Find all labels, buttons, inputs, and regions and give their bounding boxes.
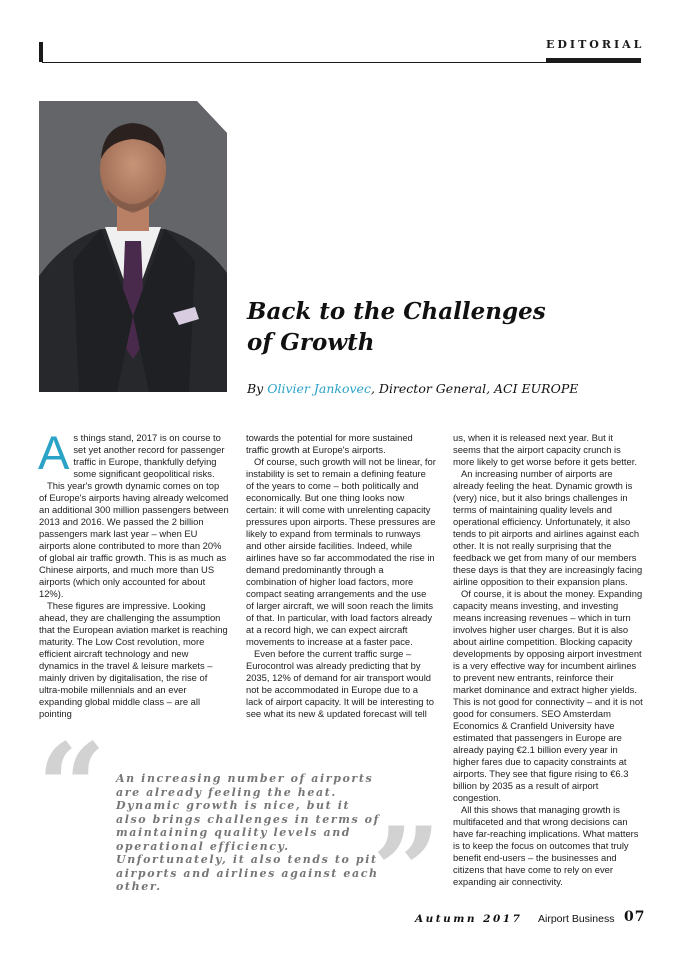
- byline-suffix: , Director General, ACI EUROPE: [370, 381, 579, 396]
- close-quote-icon: ”: [372, 801, 442, 942]
- pull-quote: An increasing number of airports are already feeling the heat. Dynamic growth is nice, but it also brings challenges in terms of maintaining quality levels and operational efficiency. Unfortunately, it also tends to pit airports and airlines against each other.: [116, 772, 380, 893]
- byline-prefix: By: [247, 381, 268, 396]
- paragraph-text: s things stand, 2017 is on course to set yet another record for passenger traffic in Europe, thankfully defying some significant geopolitical risks.: [73, 432, 225, 479]
- body-column-3: [453, 432, 643, 888]
- author-name: Olivier Jankovec: [267, 381, 371, 396]
- paragraph: towards the potential for more sustained traffic growth at Europe's airports.: [246, 432, 413, 455]
- header-corner-mark: [39, 42, 43, 62]
- footer-magazine-name: Airport Business: [538, 913, 615, 925]
- paragraph: All this shows that managing growth is multifaceted and that wrong decisions can have far-reaching implications. What matters is to keep the focus on outcomes that truly benefit end-users – the businesses and citizens that have come to rely on ever expanding air connectivity.: [453, 804, 639, 887]
- body-column-1: [38, 426, 229, 720]
- author-portrait: [39, 101, 227, 392]
- portrait-photo-icon: [39, 101, 227, 392]
- paragraph: Even before the current traffic surge – Eurocontrol was already predicting that by 2035, 12% of demand for air transport would not be accommodated in Europe due to a lack of airport capacity. It will be interesting to see what its new & updated forecast will tell: [246, 648, 434, 719]
- title-line-2: of Growth: [247, 329, 375, 356]
- paragraph: Of course, it is about the money. Expanding capacity means investing, and investing means increasing revenues – which in turn involves higher user charges. But it is also about airline competition. Blocking capacity developments by opposing airport investment is a very effective way for incumbent airlines to prevent new entrants, reinforce their market dominance and extract higher yields. This is not good for connectivity – and it is not good for consumers. SEO Amsterdam Economics & Cranfield University have estimated that passengers in Europe are already paying €2.1 billion every year in higher fares due to capacity constraints at airports. They see that figure rising to €6.3 billion by 2035 as a result of airport congestion.: [453, 588, 643, 803]
- drop-cap: A: [38, 426, 70, 479]
- paragraph: us, when it is released next year. But it seems that the airport capacity crunch is more likely to get worse before it gets better.: [453, 432, 637, 467]
- paragraph: [38, 426, 229, 480]
- footer-issue: Autumn 2017: [415, 913, 523, 925]
- header-accent-bar: [546, 58, 641, 63]
- page-number: 07: [624, 909, 646, 925]
- paragraph: This year's growth dynamic comes on top of Europe's airports having already welcomed an additional 300 million passengers between 2013 and 2016. We passed the 2 billion passengers mark last year – when EU airports alone contributed to more than 20% of global air traffic growth. This is as much as Chinese airports, and much more than US airports (which only accounted for about 12%).: [39, 480, 229, 599]
- paragraph: These figures are impressive. Looking ahead, they are challenging the assumption that the European aviation market is reaching maturity. The Low Cost revolution, more efficient aircraft technology and new dynamics in the travel & leisure markets – mainly driven by digitalisation, the rise of ultra-mobile millennials and an ever expanding global middle class – are all pointing: [39, 600, 228, 719]
- paragraph: Of course, such growth will not be linear, for instability is set to remain a defining feature of the years to come – both politically and economically. But one thing looks now certain: it will come with unrelenting capacity pressures upon airports. These pressures are likely to expand from terminals to runways and other airside facilities. Indeed, while airlines have so far accommodated the rise in demand predominantly through a combination of higher load factors, more compact seating arrangements and the use of larger aircraft, we will soon reach the limits of that. In particular, with load factors already at a record high, we can expect aircraft movements to increase at a faster pace.: [246, 456, 436, 647]
- byline: [247, 381, 647, 396]
- section-label: EDITORIAL: [546, 38, 645, 51]
- body-column-2: [246, 432, 436, 720]
- title-line-1: Back to the Challenges: [247, 298, 546, 325]
- open-quote-icon: “: [37, 717, 107, 858]
- paragraph: An increasing number of airports are already feeling the heat. Dynamic growth is (very) nice, but it also brings challenges in terms of maintaining quality levels and operational efficiency. Unfortunately, it also tends to pit airports and airlines against each other. It is not really surprising that the feedback we get from many of our members these days is that they are increasingly facing airline opposition to their expansion plans.: [453, 468, 643, 587]
- article-title: [247, 296, 627, 358]
